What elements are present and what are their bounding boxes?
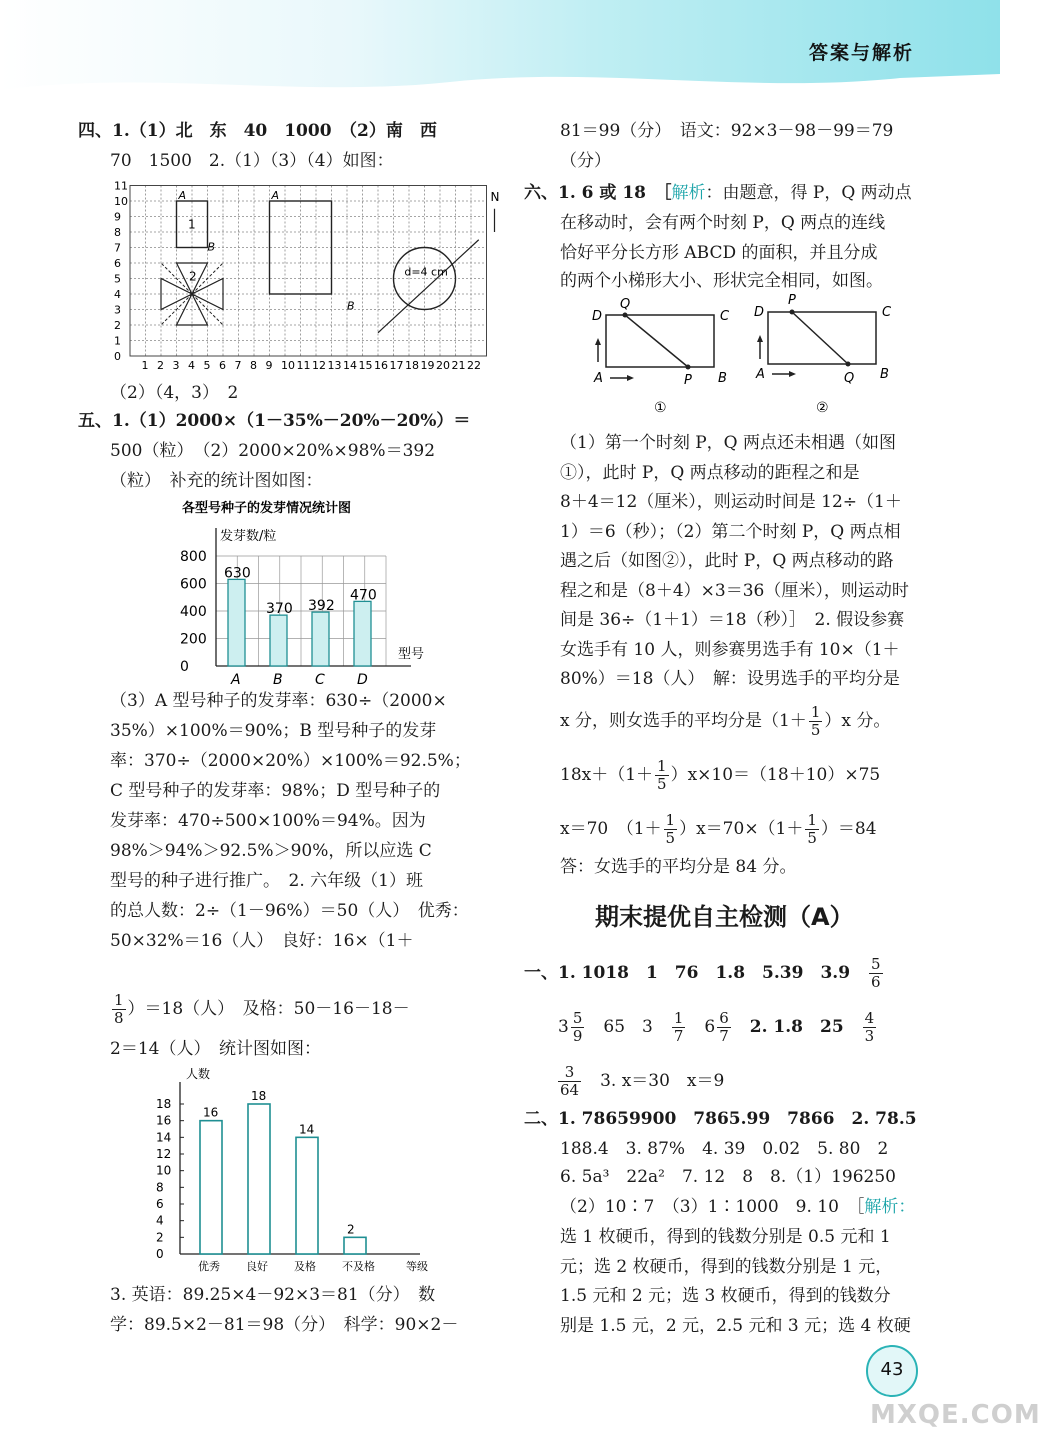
p2tail-line-0: 选 1 枚硬币，得到的钱数分别是 0.5 元和 1 <box>560 1227 891 1247</box>
header-wave-decoration <box>0 60 1000 100</box>
page-number: 43 <box>866 1345 918 1397</box>
p1-l1: 一、1. 1018 1 76 1.8 5.39 3.9 <box>524 963 851 983</box>
s5-line1: 五、1.（1）2000×（1－35%－20%－20%）＝ <box>78 411 471 431</box>
s5e-line2: 学：89.5×2－81＝98（分） 科学：90×2－ <box>110 1315 459 1335</box>
frac-den: 5 <box>807 829 817 847</box>
x-tick-label: 19 <box>420 359 435 372</box>
grade-distribution-bar-chart <box>150 1062 450 1277</box>
eq3-c: ）＝84 <box>820 819 877 839</box>
s5b-line-0: （3）A 型号种子的发芽率：630÷（2000× <box>110 691 447 711</box>
rectangle-figure-2 <box>750 292 900 416</box>
s4-after: （2）（4，3） 2 <box>110 383 239 403</box>
x-tick-label: 21 <box>451 359 466 372</box>
frac-den: 64 <box>560 1081 580 1099</box>
frac-den: 6 <box>871 973 881 991</box>
chart2-ytick: 10 <box>156 1163 172 1178</box>
x-tick-label: 4 <box>188 359 195 372</box>
label-1: 1 <box>188 217 196 232</box>
f2-caption: ② <box>816 400 829 416</box>
fraction-1-5 <box>664 812 678 847</box>
x-tick-label: 22 <box>467 359 481 372</box>
s6b-line-5: 程之和是（8＋4）×3＝36（厘米），则运动时 <box>560 580 909 601</box>
f2-label-D: D <box>754 305 765 320</box>
x-tick-label: 12 <box>312 359 326 372</box>
y-tick-label: 11 <box>114 179 128 193</box>
watermark: MXQE.COM <box>870 1400 1041 1430</box>
s5b-line-3: C 型号种子的发芽率：98%；D 型号种子的 <box>110 781 441 801</box>
jiexi-tag: 解析： <box>864 1197 916 1217</box>
chart1-value-label: 370 <box>266 601 293 618</box>
chart2-ytick: 6 <box>156 1197 164 1211</box>
p1-l2b: 65 3 <box>603 1017 653 1037</box>
y-tick-label: 8 <box>114 226 121 239</box>
s6-line3: 恰好平分长方形 ABCD 的面积，并且分成 <box>560 243 878 263</box>
eq3-line <box>560 812 877 847</box>
f2-label-B: B <box>880 367 889 382</box>
page-header <box>0 0 1000 100</box>
f1-label-Q: Q <box>620 297 631 312</box>
label-B2: B <box>347 299 355 313</box>
chart2-value-label: 16 <box>203 1105 219 1120</box>
chart1-ytick: 600 <box>180 576 207 593</box>
chart2-value-label: 14 <box>299 1122 315 1137</box>
y-tick-label: 9 <box>114 210 121 224</box>
s5-line-d: 2＝14（人） 统计图如图： <box>110 1039 321 1059</box>
f1-label-C: C <box>720 309 730 324</box>
x-tick-label: 6 <box>219 359 226 372</box>
frac-den: 5 <box>657 775 667 793</box>
fraction-6-7 <box>717 1010 731 1045</box>
chart1-ytick: 0 <box>180 659 189 675</box>
chart2-ylabel: 人数 <box>186 1067 211 1081</box>
seed-germination-bar-chart <box>160 498 440 688</box>
chart1-ylabel: 发芽数/粒 <box>220 529 277 544</box>
s6b-line-4: 遇之后（如图②），此时 P，Q 两点移动的路 <box>560 551 894 571</box>
p2tail-line-1: 元；选 2 枚硬币，得到的钱数分别是 1 元， <box>560 1256 893 1277</box>
s6b-line-7: 女选手有 10 人，则参赛男选手有 10×（1＋ <box>560 639 900 660</box>
chart1-bar <box>312 612 329 666</box>
frac-den: 3 <box>864 1027 875 1045</box>
y-tick-label: 4 <box>114 288 121 301</box>
frac-den: 5 <box>665 829 676 847</box>
chart2-ytick: 16 <box>156 1113 172 1128</box>
chart1-category-label: A <box>231 672 241 688</box>
p2tail-line-2: 1.5 元和 2 元；选 3 枚硬币，得到的钱数分 <box>560 1286 891 1306</box>
chart2-ytick: 2 <box>156 1230 164 1245</box>
frac-num: 1 <box>810 703 821 721</box>
s5-line2: 500（粒） （2）2000×20%×98%＝392 <box>110 441 436 461</box>
p2tail-line-3: 别是 1.5 元，2 元，2.5 元和 3 元；选 4 枚硬 <box>560 1315 911 1336</box>
y-tick-label: 0 <box>114 350 121 363</box>
p1-l2d: 2. 1.8 25 <box>749 1017 844 1037</box>
label-2: 2 <box>189 269 197 284</box>
frac-num: 1 <box>807 811 817 829</box>
y-tick-label: 5 <box>114 272 121 286</box>
s5b-line-2: 率：370÷（2000×20%）×100%＝92.5%； <box>110 751 471 771</box>
jiexi-tag: 解析 <box>671 183 706 203</box>
y-tick-label: 1 <box>114 334 121 348</box>
frac-num: 5 <box>871 955 881 973</box>
x-tick-label: 13 <box>327 359 342 372</box>
frac-num: 3 <box>558 1064 581 1082</box>
eq3-b: ）x＝70×（1＋ <box>679 819 804 839</box>
chart2-category-label: 优秀 <box>198 1260 220 1273</box>
y-tick-label: 6 <box>114 257 121 270</box>
s6-l1a: 六、1. 6 或 18 ［ <box>524 183 672 203</box>
x-tick-label: 15 <box>358 359 373 372</box>
f2-label-P: P <box>788 293 796 308</box>
p1-l2a: 3 <box>558 1017 569 1037</box>
p1-l2c: 6 <box>704 1017 716 1037</box>
s5-line3: （粒） 补充的统计图如图： <box>110 471 323 491</box>
x-tick-label: 9 <box>265 359 273 372</box>
f2-label-A: A <box>756 367 765 382</box>
f2-label-C: C <box>882 305 892 320</box>
p1-line1 <box>524 956 885 991</box>
frac-den: 8 <box>114 1009 124 1027</box>
eq1-pre: x 分，则女选手的平均分是（1＋ <box>560 711 807 731</box>
chart1-category-label: B <box>273 672 283 688</box>
s4-line2: 70 1500 2.（1）（3）（4）如图： <box>110 151 394 171</box>
p2-line3: 6. 5a³ 22a² 7. 12 8 8.（1）196250 <box>560 1167 896 1187</box>
s5-frac-tail: ）＝18（人） 及格：50－16－18－ <box>127 999 410 1019</box>
chart1-ytick: 200 <box>180 631 207 648</box>
rectangle-figure-1 <box>588 292 738 416</box>
chart2-xlabel: 等级 <box>406 1260 428 1273</box>
chart2-bar <box>200 1121 222 1254</box>
chart1-bar <box>270 615 287 666</box>
p2-line2: 188.4 3. 87% 4. 39 0.02 5. 80 2 <box>560 1139 889 1159</box>
f2-label-Q: Q <box>844 371 855 386</box>
r-top-line1: 81＝99（分） 语文：92×3－98－99＝79 <box>560 121 894 141</box>
eq2-line <box>560 758 880 793</box>
x-tick-label: 8 <box>250 359 257 372</box>
p1-l3: 3. x＝30 x＝9 <box>600 1071 725 1091</box>
chart2-ytick: 4 <box>156 1213 164 1228</box>
p2-line4 <box>560 1196 915 1218</box>
chart2-category-label: 不及格 <box>342 1260 375 1273</box>
eq2-pre: 18x＋（1＋ <box>560 765 654 785</box>
frac-den: 7 <box>719 1027 729 1045</box>
x-tick-label: 18 <box>405 359 419 372</box>
frac-num: 5 <box>572 1009 583 1027</box>
chart2-value-label: 18 <box>251 1089 267 1103</box>
s6b-line-1: ①），此时 P，Q 两点移动的距程之和是 <box>560 462 860 483</box>
s6-l1c: ：由题意，得 P，Q 两动点 <box>705 183 912 203</box>
s5e-line1: 3. 英语：89.25×4－92×3＝81（分） 数 <box>110 1285 436 1305</box>
s5b-line-6: 型号的种子进行推广。 2. 六年级（1）班 <box>110 871 423 891</box>
x-tick-label: 14 <box>343 359 357 372</box>
chart1-category-label: C <box>315 672 325 688</box>
f1-label-B: B <box>718 371 727 386</box>
f1-label-D: D <box>592 309 603 324</box>
f1-label-A: A <box>594 371 603 386</box>
x-tick-label: 5 <box>203 359 211 372</box>
p1-line3 <box>556 1064 724 1099</box>
chart2-ytick: 8 <box>156 1180 164 1195</box>
fraction-1-5 <box>805 812 819 847</box>
chart1-value-label: 470 <box>350 587 377 604</box>
s6b-line-0: （1）第一个时刻 P，Q 两点还未相遇（如图 <box>560 433 896 453</box>
frac-den: 7 <box>673 1027 684 1045</box>
s5b-line-7: 的总人数：2÷（1－96%）＝50（人） 优秀： <box>110 901 469 921</box>
eq3-a: x＝70 （1＋ <box>560 819 662 839</box>
s6b-line-3: 1）＝6（秒）；（2）第二个时刻 P，Q 两点相 <box>560 521 901 542</box>
frac-num: 1 <box>114 991 124 1009</box>
p2-l4a: （2）10∶7 （3）1∶1000 9. 10 ［ <box>560 1197 865 1217</box>
section-title: 期末提优自主检测（A） <box>595 903 854 931</box>
s4-line1: 四、1.（1）北 东 40 1000 （2）南 西 <box>78 121 437 141</box>
chart2-category-label: 及格 <box>294 1260 316 1273</box>
s6b-line-8: 80%）＝18（人） 解：设男选手的平均分是 <box>560 669 900 689</box>
frac-num: 1 <box>673 1009 684 1027</box>
f1-caption: ① <box>654 400 667 416</box>
s5b-line-1: 35%）×100%＝90%；B 型号种子的发芽 <box>110 721 437 741</box>
s5-frac-line <box>110 992 410 1027</box>
frac-num: 4 <box>864 1009 875 1027</box>
chart2-bar <box>344 1237 366 1254</box>
chart1-ytick: 400 <box>180 604 207 620</box>
x-tick-label: 2 <box>157 359 164 372</box>
s5b-line-4: 发芽率：470÷500×100%＝94%。因为 <box>110 811 426 831</box>
label-A2: A <box>271 189 280 202</box>
f1-label-P: P <box>684 373 692 388</box>
s5b-line-8: 50×32%＝16（人） 良好：16×（1＋ <box>110 931 414 951</box>
chart1-bar <box>228 579 245 666</box>
chart2-ytick: 0 <box>156 1247 164 1261</box>
x-tick-label: 1 <box>141 359 149 372</box>
s6b-line-6: 间是 36÷（1＋1）＝18（秒）］ 2. 假设参赛 <box>560 610 905 630</box>
fraction-4-3 <box>863 1010 877 1045</box>
s6-line4: 的两个小梯形大小、形状完全相同，如图。 <box>560 271 883 291</box>
label-d: d=4 cm <box>404 265 448 279</box>
chart2-ytick: 12 <box>156 1147 172 1161</box>
frac-den: 9 <box>572 1027 583 1045</box>
chart2-bar <box>248 1104 270 1254</box>
fraction-1-5 <box>655 758 669 793</box>
fraction-1-5 <box>809 704 823 739</box>
header-title: 答案与解析 <box>808 42 914 64</box>
chart1-ytick: 800 <box>180 549 207 565</box>
s6-line1 <box>524 182 912 204</box>
fraction-3-64 <box>558 1064 581 1099</box>
frac-num: 1 <box>665 811 676 829</box>
eq1-post: ）x 分。 <box>824 711 891 731</box>
x-tick-label: 10 <box>281 359 295 372</box>
x-tick-label: 16 <box>374 359 388 372</box>
y-tick-label: 7 <box>114 241 121 255</box>
chart1-category-label: D <box>357 672 368 688</box>
chart1-value-label: 392 <box>308 598 335 615</box>
eq1-line <box>560 704 890 739</box>
chart1-title: 各型号种子的发芽情况统计图 <box>182 501 352 516</box>
chart1-value-label: 630 <box>224 565 251 582</box>
fraction-1-8 <box>112 992 126 1027</box>
label-B1: B <box>207 240 216 254</box>
x-tick-label: 7 <box>234 359 242 372</box>
x-tick-label: 20 <box>436 359 450 372</box>
answer-line: 答：女选手的平均分是 84 分。 <box>560 857 797 877</box>
chart1-bar <box>354 601 371 666</box>
s6-line2: 在移动时，会有两个时刻 P，Q 两点的连线 <box>560 213 886 233</box>
frac-den: 5 <box>810 721 821 739</box>
chart2-category-label: 良好 <box>246 1260 268 1273</box>
label-A1: A <box>178 189 187 202</box>
x-tick-label: 3 <box>172 359 180 372</box>
frac-num: 6 <box>719 1009 729 1027</box>
eq2-post: ）x×10＝（18＋10）×75 <box>670 765 881 785</box>
s6b-line-2: 8＋4＝12（厘米），则运动时间是 12÷（1＋ <box>560 492 902 512</box>
coordinate-grid-figure <box>100 176 500 376</box>
chart1-xlabel: 型号 <box>398 647 425 662</box>
p1-line2 <box>558 1010 878 1045</box>
north-label: N <box>490 190 500 204</box>
y-tick-label: 10 <box>114 195 128 208</box>
frac-num: 1 <box>657 757 667 775</box>
chart2-ytick: 18 <box>156 1097 172 1111</box>
y-tick-label: 3 <box>114 303 121 317</box>
fraction-1-7 <box>672 1010 686 1045</box>
fraction-5-6 <box>869 956 883 991</box>
x-tick-label: 11 <box>296 359 311 372</box>
chart2-bar <box>296 1137 318 1254</box>
s5b-line-5: 98%＞94%＞92.5%＞90%，所以应选 C <box>110 841 432 861</box>
y-tick-label: 2 <box>114 319 121 332</box>
x-tick-label: 17 <box>389 359 404 372</box>
fraction-5-9 <box>571 1010 585 1045</box>
chart2-value-label: 2 <box>347 1222 355 1237</box>
p2-line1: 二、1. 78659900 7865.99 7866 2. 78.5 <box>524 1109 917 1129</box>
chart2-ytick: 14 <box>156 1130 172 1145</box>
r-top-line2: （分） <box>560 151 611 171</box>
